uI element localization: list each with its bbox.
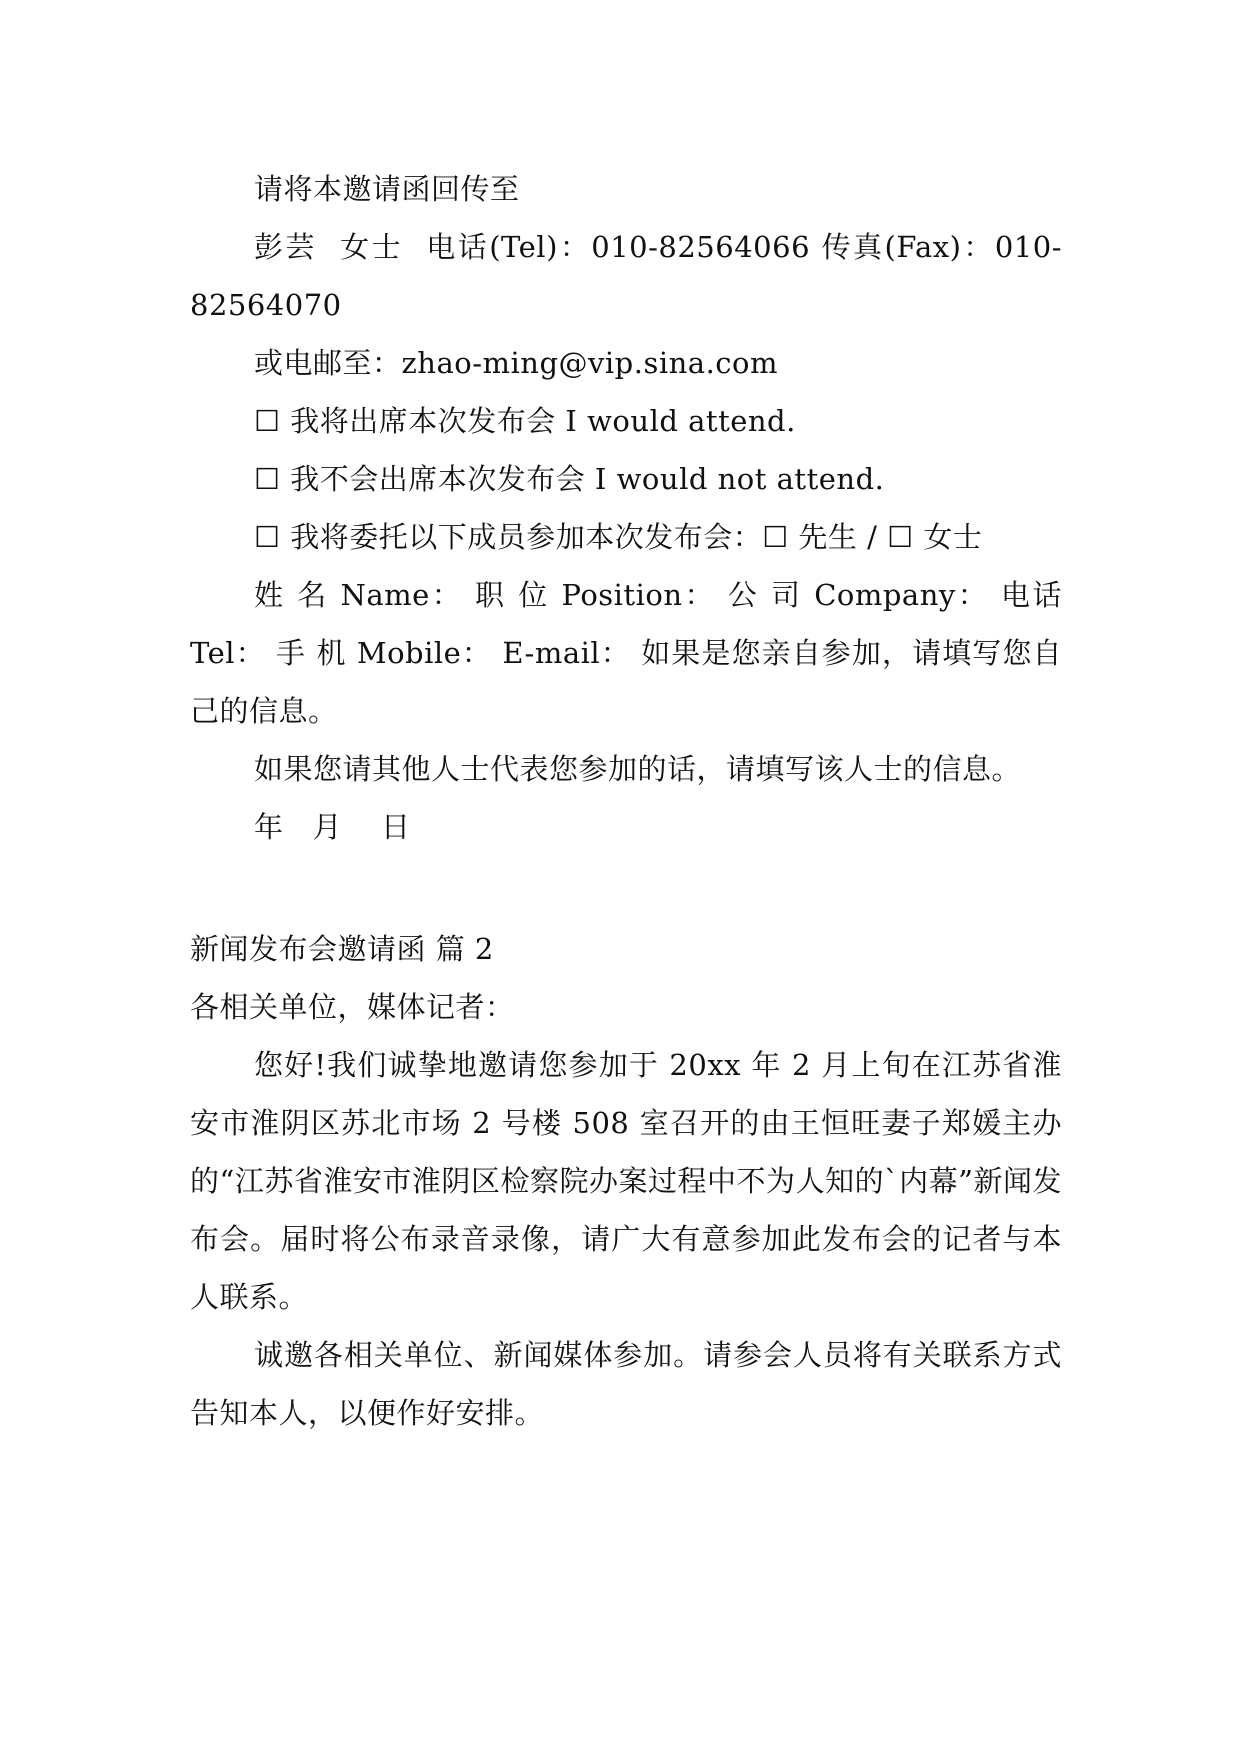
contact-info: 彭芸 女士 电话(Tel)：010-82564066 传真(Fax)：010-82564070 [190, 230, 1062, 322]
body-paragraph-2: 诚邀各相关单位、新闻媒体参加。请参会人员将有关联系方式告知本人，以便作好安排。 [190, 1338, 1062, 1430]
option-attend: ☐ 我将出席本次发布会 I would attend. [254, 404, 796, 438]
body-paragraph-1: 您好!我们诚挚地邀请您参加于 20xx 年 2 月上旬在江苏省淮安市淮阴区苏北市场 2 号楼 508 室召开的由王恒旺妻子郑媛主办的“江苏省淮安市淮阴区检察院办案过程中不为人知的`内幕”新闻发布会。届时将公布录音录像，请广大有意参加此发布会的记者与本人联系。 [190, 1048, 1062, 1314]
email-info: 或电邮至：zhao-ming@vip.sina.com [254, 346, 779, 380]
salutation: 各相关单位，媒体记者： [190, 990, 515, 1024]
form-fields: 姓 名 Name： 职 位 Position： 公 司 Company： 电话 Tel： 手 机 Mobile： E-mail： 如果是您亲自参加，请填写您自己的信息。 [190, 578, 1072, 728]
return-instruction: 请将本邀请函回传至 [254, 172, 520, 206]
delegate-note: 如果您请其他人士代表您参加的话，请填写该人士的信息。 [254, 752, 1022, 786]
date-line: 年 月 日 [254, 810, 411, 844]
document-page [190, 160, 1072, 1442]
section-gap [190, 856, 1062, 920]
option-not-attend: ☐ 我不会出席本次发布会 I would not attend. [254, 462, 885, 496]
option-delegate: ☐ 我将委托以下成员参加本次发布会：☐ 先生 / ☐ 女士 [254, 520, 983, 554]
section-title: 新闻发布会邀请函 篇 2 [190, 932, 494, 966]
